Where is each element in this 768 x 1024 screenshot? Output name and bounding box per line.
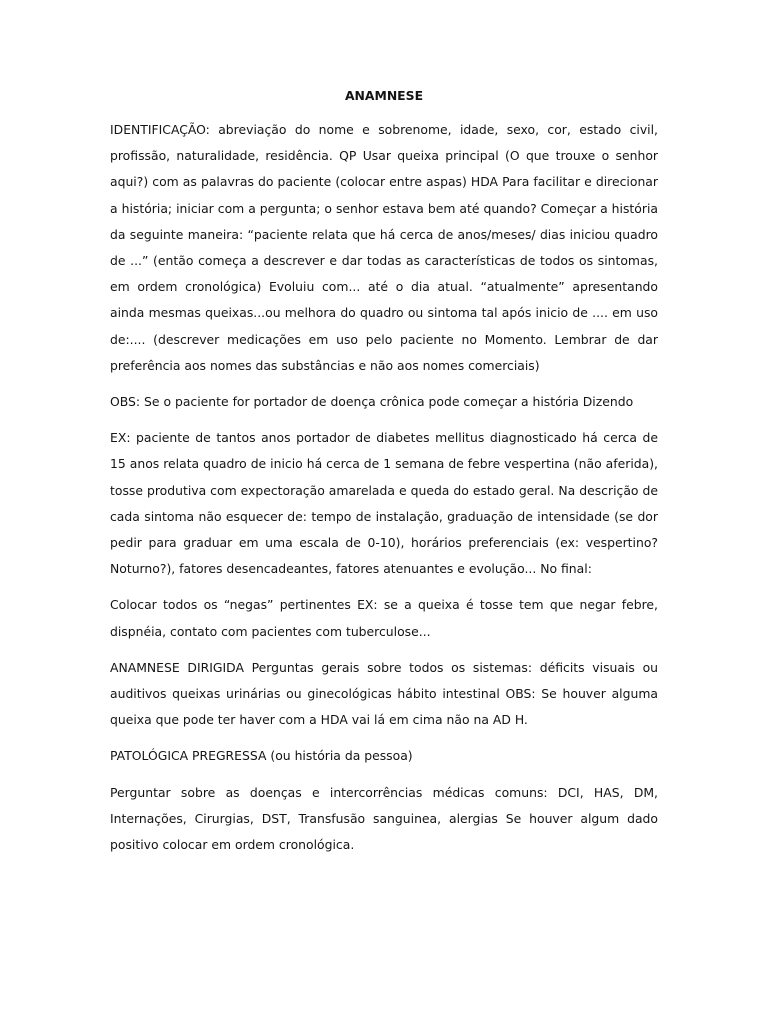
paragraph-patologica-pregressa: PATOLÓGICA PREGRESSA (ou história da pessoa) bbox=[110, 748, 413, 764]
paragraph-identificacao: IDENTIFICAÇÃO: abreviação do nome e sobrenome, idade, sexo, cor, estado civil, profissão, naturalidade, residência. QP Usar queixa principal (O que trouxe o senhor aqui?) com as palavras do paciente (colocar entre aspas) HDA Para facilitar e direcionar a história; iniciar com a pergunta; o senhor estava bem até quando? Começar a história da seguinte maneira: “paciente relata que há cerca de anos/meses/ dias iniciou quadro de ...” (então começa a descrever e dar todas as características de todos os sintomas, em ordem cronológica) Evoluiu com... até o dia atual. “atualmente” apresentando ainda mesmas queixas...ou melhora do quadro ou sintoma tal após inicio de .... em uso de:.... (descrever medicações em uso pelo paciente no Momento. Lembrar de dar preferência aos nomes das substâncias e não aos nomes comerciais) bbox=[110, 122, 658, 373]
paragraph-negas: Colocar todos os “negas” pertinentes EX: se a queixa é tosse tem que negar febre, dispnéia, contato com pacientes com tuberculose... bbox=[110, 597, 658, 639]
document-title: ANAMNESE bbox=[344, 88, 424, 103]
paragraph-perguntar: Perguntar sobre as doenças e intercorrências médicas comuns: DCI, HAS, DM, Internações, Cirurgias, DST, Transfusão sanguinea, alergias Se houver algum dado positivo colocar em ordem cronológica. bbox=[110, 784, 658, 853]
paragraph-anamnese-dirigida: ANAMNESE DIRIGIDA Perguntas gerais sobre todos os sistemas: déficits visuais ou auditivos queixas urinárias ou ginecológicas hábito intestinal OBS: Se houver alguma queixa que pode ter haver com a HDA vai lá em cima não na AD H. bbox=[110, 659, 658, 728]
paragraph-example: EX: paciente de tantos anos portador de diabetes mellitus diagnosticado há cerca de 15 anos relata quadro de inicio há cerca de 1 semana de febre vespertina (não aferida), tosse produtiva com expectoração amarelada e queda do estado geral. Na descrição de cada sintoma não esquecer de: tempo de instalação, graduação de intensidade (se dor pedir para graduar em uma escala de 0-10), horários preferenciais (ex: vespertino? Noturno?), fatores desencadeantes, fatores atenuantes e evolução... No final: bbox=[110, 430, 658, 577]
document-body bbox=[110, 88, 658, 868]
paragraph-obs: OBS: Se o paciente for portador de doença crônica pode começar a história Dizendo bbox=[110, 394, 634, 410]
